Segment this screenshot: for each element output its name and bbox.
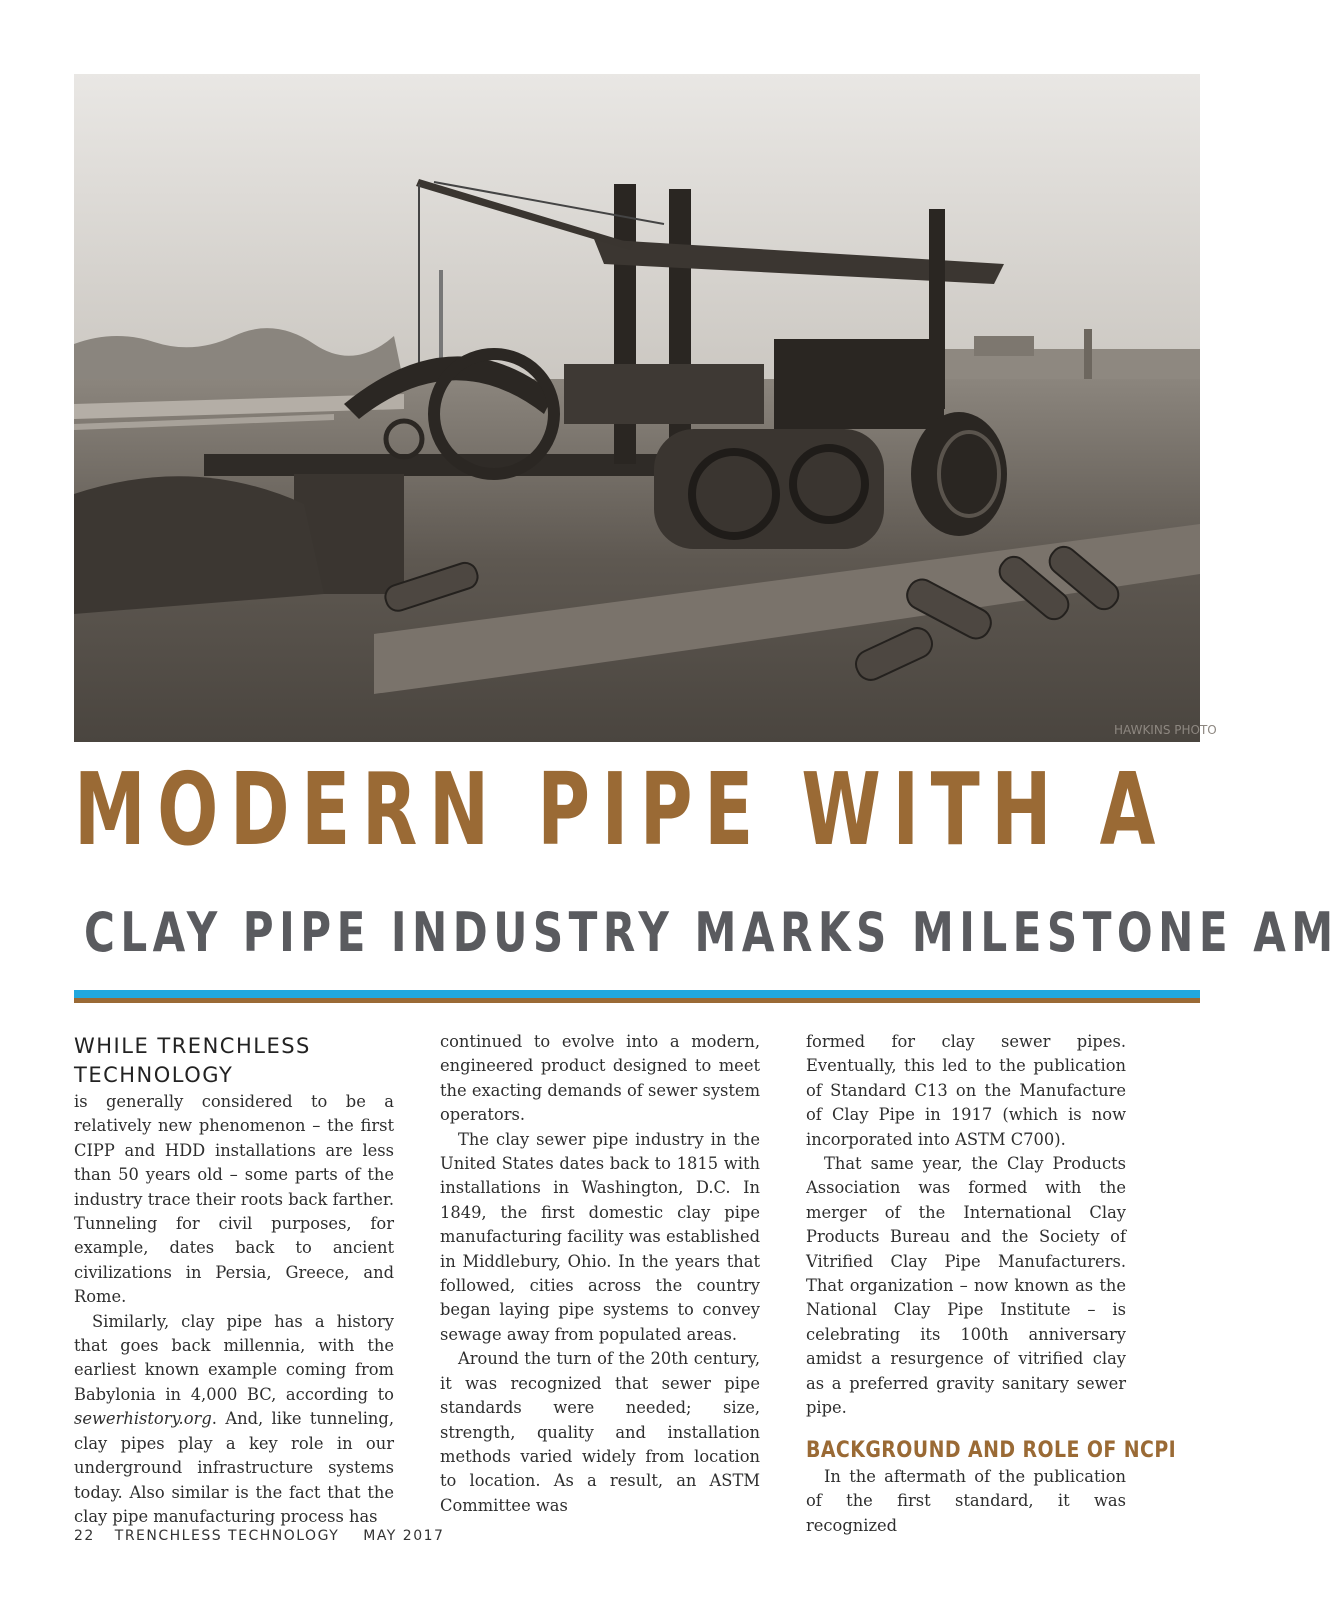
- paragraph: That same year, the Clay Products Association was formed with the merger of the International Clay Products Bureau and the Society of Vitrified Clay Pipe Manufacturers. That organization – now known as the National Clay Pipe Institute – is celebrating its 100th anniversary amidst a resurgence of vitrified clay as a preferred gravity sanitary sewer pipe.: [806, 1154, 1126, 1418]
- column-1: [74, 1030, 394, 1529]
- column-3: [806, 1030, 1177, 1538]
- paragraph: formed for clay sewer pipes. Eventually, this led to the publication of Standard C13 on the Manufacture of Clay Pipe in 1917 (which is now incorporated into ASTM C700).: [806, 1032, 1126, 1149]
- page-footer: [74, 1528, 462, 1544]
- website-reference: sewerhistory.org: [74, 1409, 212, 1429]
- paragraph: In the aftermath of the publication of the first standard, it was recognized: [806, 1466, 1126, 1535]
- subheadline: CLAY PIPE INDUSTRY MARKS MILESTONE AM: [84, 901, 1339, 964]
- section-heading: BACKGROUND AND ROLE OF NCPI: [806, 1437, 1177, 1463]
- paragraph: [74, 1310, 394, 1530]
- paragraph-text: Similarly, clay pipe has a history that goes back millennia, with the earliest known example coming from Babylonia in 4,000 BC, according to: [74, 1311, 394, 1404]
- magazine-name: TRENCHLESS TECHNOLOGY: [114, 1528, 340, 1544]
- issue-date: MAY 2017: [363, 1528, 445, 1544]
- paragraph: The clay sewer pipe industry in the United States dates back to 1815 with installations in Washington, D.C. In 1849, the first domestic clay pipe manufacturing facility was established in Middlebury, Ohio. In the years that followed, cities across the country began laying pipe systems to convey sewage away from populated areas.: [440, 1129, 760, 1344]
- page-number: 22: [74, 1528, 95, 1544]
- photo-credit: HAWKINS PHOTO: [1114, 723, 1217, 737]
- lead-in: WHILE TRENCHLESS TECHNOLOGY: [74, 1034, 311, 1087]
- column-2: [440, 1030, 760, 1518]
- headline: MODERN PIPE WITH A: [74, 751, 1167, 868]
- trenching-machine-photo: [74, 74, 1217, 742]
- paragraph: is generally considered to be a relatively new phenomenon – the first CIPP and HDD installations are less than 50 years old – some parts of the industry trace their roots back farther. Tunneling for civil purposes, for example, dates back to ancient civilizations in Persia, Greece, and Rome.: [74, 1092, 394, 1307]
- paragraph: Around the turn of the 20th century, it was recognized that sewer pipe standards were needed; size, strength, quality and installation methods varied widely from location to location. As a result, an ASTM Committee was: [440, 1349, 760, 1515]
- paragraph: continued to evolve into a modern, engineered product designed to meet the exacting demands of sewer system operators.: [440, 1032, 761, 1125]
- divider-brown: [74, 998, 1200, 1003]
- paragraph-text: . And, like tunneling, clay pipes play a key role in our underground infrastructure systems today. Also similar is the fact that the clay pipe manufacturing process has: [74, 1409, 394, 1526]
- hero-photo: [74, 74, 1217, 742]
- divider-blue: [74, 990, 1200, 998]
